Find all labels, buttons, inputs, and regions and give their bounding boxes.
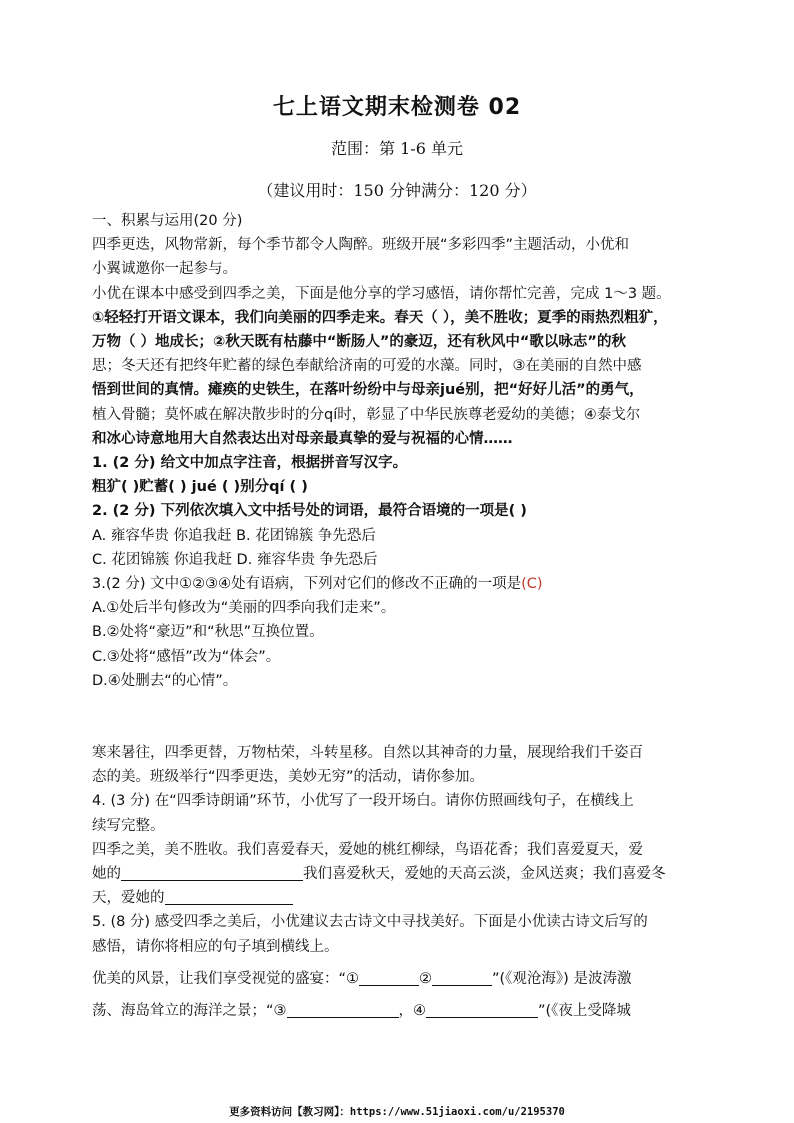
question-2-option: C. 花团锦簇 你追我赶 D. 雍容华贵 争先恐后 — [92, 551, 378, 568]
passage-line: 小优在课本中感受到四季之美，下面是他分享的学习感悟，请你帮忙完善，完成 1～3 题。 — [92, 285, 671, 302]
question-3-option: C.③处将“感悟”改为“体会”。 — [92, 648, 281, 665]
question-5: 5. (8 分) 感受四季之美后，小优建议去古诗文中寻找美好。下面是小优读古诗文后写的 — [92, 914, 648, 931]
time-and-score: （建议用时：150 分钟满分：120 分） — [257, 181, 537, 200]
intro-line: 态的美。班级举行“四季更迭，美妙无穷”的活动，请你参加。 — [92, 769, 485, 786]
passage-line: 思；冬天还有把终年贮蓄的绿色奉献给济南的可爱的水藻。同时，③在美丽的自然中感 — [92, 358, 642, 375]
text-fragment: ”(《夜上受降城 — [538, 1003, 631, 1020]
answer-blank[interactable] — [287, 1001, 399, 1018]
text-fragment: 她的 — [92, 866, 121, 883]
line-spacer — [92, 959, 712, 967]
question-4: 4. (3 分) 在“四季诗朗诵”环节，小优写了一段开场白。请你仿照画线句子，在横线上 — [92, 793, 634, 810]
question-3-text: 3.(2 分) 文中①②③④处有语病，下列对它们的修改不正确的一项是 — [92, 576, 522, 593]
question-5-text — [92, 999, 712, 1023]
question-4-text — [92, 862, 712, 886]
answer-blank[interactable] — [359, 969, 419, 986]
exam-range: 范围：第 1-6 单元 — [331, 139, 463, 158]
question-3-option: D.④处删去“的心情”。 — [92, 672, 238, 689]
answer-blank[interactable] — [121, 864, 303, 881]
text-fragment: 优美的风景，让我们享受视觉的盛宴：“① — [92, 970, 360, 987]
question-5-text — [92, 967, 712, 991]
page-title: 七上语文期末检测卷 02 — [272, 95, 522, 120]
question-2: 2. (2 分) 下列依次填入文中括号处的词语，最符合语境的一项是( ) — [92, 503, 527, 520]
intro-line: 小翼诚邀你一起参与。 — [92, 261, 237, 278]
footer-link[interactable]: 更多资料访问【教习网】：https://www.51jiaoxi.com/u/2195370 — [229, 1106, 565, 1118]
question-3-option: B.②处将“豪迈”和“秋思”互换位置。 — [92, 624, 324, 641]
passage-line: 植入骨髓；莫怀戚在解决散步时的分qí时，彰显了中华民族尊老爱幼的美德；④泰戈尔 — [92, 406, 641, 423]
text-fragment: ② — [419, 970, 433, 987]
text-fragment: 天，爱她的 — [92, 890, 165, 907]
section-heading: 一、积累与运用(20 分) — [92, 213, 243, 229]
text-fragment: 荡、海岛耸立的海洋之景；“③ — [92, 1003, 287, 1020]
line-spacer — [92, 991, 712, 999]
question-3-answer: (C) — [521, 576, 543, 593]
answer-blank[interactable] — [432, 969, 492, 986]
question-4-text — [92, 886, 712, 910]
text-fragment: ，④ — [398, 1003, 427, 1020]
intro-line: 四季更迭，风物常新，每个季节都令人陶醉。班级开展“多彩四季”主题活动，小优和 — [92, 237, 630, 254]
question-1: 1. (2 分) 给文中加点字注音，根据拼音写汉字。 — [92, 455, 408, 472]
answer-blank[interactable] — [165, 888, 293, 905]
passage-line: 和冰心诗意地用大自然表达出对母亲最真挚的爱与祝福的心情…… — [92, 430, 513, 447]
text-fragment: 我们喜爱秋天，爱她的天高云淡，金风送爽；我们喜爱冬 — [303, 866, 666, 883]
question-5: 感悟，请你将相应的句子填到横线上。 — [92, 938, 339, 955]
exam-body — [92, 209, 712, 1023]
text-fragment: ”(《观沧海》) 是波涛激 — [492, 970, 632, 987]
section-spacer — [92, 717, 712, 741]
question-1-blanks: 粗犷( )贮蓄( ) jué ( )别分qí ( ) — [92, 479, 308, 496]
question-4-text: 四季之美，美不胜收。我们喜爱春天，爱她的桃红柳绿，鸟语花香；我们喜爱夏天，爱 — [92, 841, 643, 858]
question-2-option: A. 雍容华贵 你追我赶 B. 花团锦簇 争先恐后 — [92, 527, 376, 544]
passage-line: 万物（ ）地成长；②秋天既有枯藤中“断肠人”的豪迈，还有秋风中“歌以咏志”的秋 — [92, 334, 626, 351]
question-3-option: A.①处后半句修改为“美丽的四季向我们走来”。 — [92, 600, 396, 617]
question-4: 续写完整。 — [92, 817, 165, 834]
intro-line: 寒来暑往，四季更替，万物枯荣，斗转星移。自然以其神奇的力量，展现给我们千姿百 — [92, 745, 643, 762]
passage-line: 悟到世间的真情。瘫痪的史铁生，在落叶纷纷中与母亲jué别，把“好好儿活”的勇气， — [92, 382, 644, 399]
passage-line: ①轻轻打开语文课本，我们向美丽的四季走来。春天（ ），美不胜收；夏季的雨热烈粗犷， — [92, 309, 668, 326]
question-3 — [92, 572, 712, 596]
section-spacer — [92, 693, 712, 717]
answer-blank[interactable] — [426, 1001, 538, 1018]
